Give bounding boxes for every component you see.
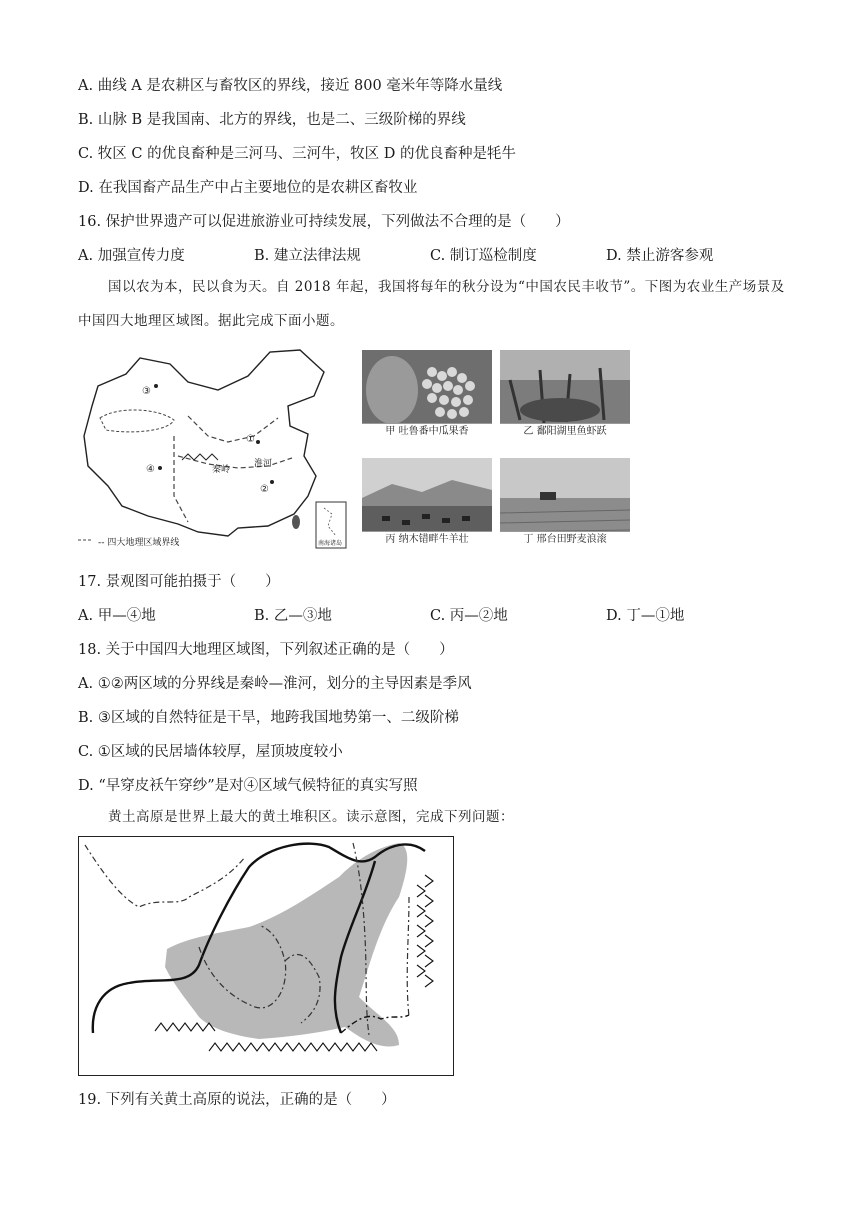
q15-option-c: C. 牧区 C 的优良畜种是三河马、三河牛，牧区 D 的优良畜种是牦牛 bbox=[78, 146, 516, 162]
q15-option-b: B. 山脉 B 是我国南、北方的界线，也是二、三级阶梯的界线 bbox=[78, 112, 466, 128]
passage-harvest-festival: 国以农为本，民以食为天。自 2018 年起，我国将每年的秋分设为“中国农民丰收节”。下图为农业生产场景及中国四大地理区域图。据此完成下面小题。 bbox=[78, 279, 785, 329]
map-label-2: ② bbox=[260, 484, 269, 495]
photo-bing-pasture bbox=[362, 458, 492, 548]
q17-option-b: B. 乙—③地 bbox=[254, 608, 332, 624]
map-inset-label: 南海诸岛 bbox=[318, 540, 343, 547]
q18-stem: 18. 关于中国四大地理区域图，下列叙述正确的是（ ） bbox=[78, 642, 454, 658]
q18-option-b: B. ③区域的自然特征是干旱，地跨我国地势第一、二级阶梯 bbox=[78, 710, 459, 726]
photo-yi-fishing bbox=[500, 350, 630, 440]
q16-option-b: B. 建立法律法规 bbox=[254, 248, 361, 264]
passage-loess-plateau: 黄土高原是世界上最大的黄土堆积区。读示意图，完成下列问题： bbox=[108, 809, 514, 825]
photo-jia-caption: 甲 吐鲁番中瓜果香 bbox=[362, 423, 492, 440]
q15-option-a: A. 曲线 A 是农耕区与畜牧区的界线，接近 800 毫米年等降水量线 bbox=[78, 78, 503, 94]
map-legend: -- 四大地理区域界线 bbox=[98, 538, 180, 548]
q19-stem: 19. 下列有关黄土高原的说法，正确的是（ ） bbox=[78, 1092, 396, 1108]
map-label-huaihe: 淮河 bbox=[254, 459, 273, 469]
photo-jia-grapes bbox=[362, 350, 492, 440]
q18-option-d: D. “早穿皮袄午穿纱”是对④区域气候特征的真实写照 bbox=[78, 778, 418, 794]
q16-options bbox=[78, 244, 778, 266]
q17-options bbox=[78, 604, 778, 626]
q17-option-d: D. 丁—①地 bbox=[606, 608, 685, 624]
q17-option-c: C. 丙—②地 bbox=[430, 608, 508, 624]
q15-option-d: D. 在我国畜产品生产中占主要地位的是农耕区畜牧业 bbox=[78, 180, 418, 196]
china-map-drawing bbox=[78, 346, 350, 552]
map-label-4: ④ bbox=[146, 464, 155, 475]
photo-ding-caption: 丁 邢台田野麦浪滚 bbox=[500, 531, 630, 548]
q18-option-a: A. ①②两区域的分界线是秦岭—淮河，划分的主导因素是季风 bbox=[78, 676, 472, 692]
photo-yi-caption: 乙 鄱阳湖里鱼虾跃 bbox=[500, 423, 630, 440]
q16-option-d: D. 禁止游客参观 bbox=[606, 248, 714, 264]
map-label-qinling: 秦岭 bbox=[212, 465, 231, 475]
q16-stem: 16. 保护世界遗产可以促进旅游业可持续发展，下列做法不合理的是（ ） bbox=[78, 214, 570, 230]
loess-map-drawing bbox=[79, 837, 453, 1075]
loess-plateau-map bbox=[78, 836, 454, 1076]
map-label-3: ③ bbox=[142, 386, 151, 397]
photo-ding-wheat bbox=[500, 458, 630, 548]
map-label-1: ① bbox=[246, 434, 255, 445]
q16-option-a: A. 加强宣传力度 bbox=[78, 248, 185, 264]
q17-stem: 17. 景观图可能拍摄于（ ） bbox=[78, 574, 280, 590]
q18-option-c: C. ①区域的民居墙体较厚，屋顶坡度较小 bbox=[78, 744, 343, 760]
q16-option-c: C. 制订巡检制度 bbox=[430, 248, 537, 264]
photo-bing-caption: 丙 纳木错畔牛羊壮 bbox=[362, 531, 492, 548]
china-regions-map bbox=[78, 346, 350, 552]
q17-option-a: A. 甲—④地 bbox=[78, 608, 156, 624]
